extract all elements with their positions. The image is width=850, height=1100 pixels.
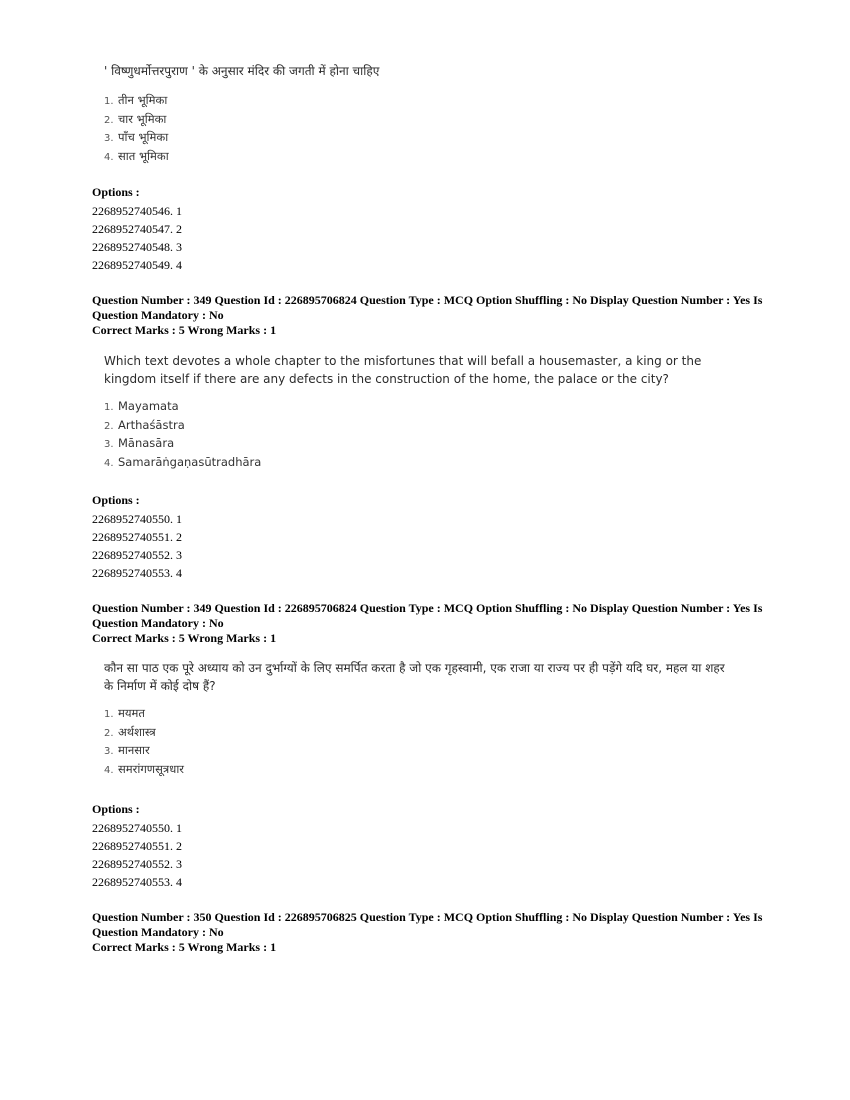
choice-number: 2.: [104, 420, 114, 432]
options-block: [92, 492, 182, 582]
choice-text: अर्थशास्त्र: [118, 724, 156, 739]
question-image-english: [104, 352, 734, 472]
choice-text: Arthaśāstra: [118, 417, 185, 432]
choice-number: 3.: [104, 746, 114, 757]
option-row: 2268952740551. 2: [92, 839, 182, 853]
question-image-hindi-2: [104, 659, 734, 779]
option-row: 2268952740552. 3: [92, 548, 182, 562]
choice-item: [104, 148, 704, 167]
option-row: 2268952740550. 1: [92, 512, 182, 526]
choice-text: Mānasāra: [118, 436, 175, 450]
choice-item: [104, 92, 704, 111]
option-row: 2268952740546. 1: [92, 204, 182, 218]
option-row: 2268952740551. 2: [92, 530, 182, 544]
choice-text: Samarāṅgaṇasūtradhāra: [118, 454, 262, 469]
choice-number: 4.: [104, 764, 114, 776]
question-meta-line: Question Number : 350 Question Id : 226895706825 Question Type : MCQ Option Shuffling : No Display Question Number : Yes Is Question Mandatory : No: [92, 910, 763, 939]
choice-item: [104, 761, 734, 780]
option-row: 2268952740547. 2: [92, 222, 182, 236]
choice-number: 2.: [104, 114, 114, 126]
choice-item: [104, 454, 734, 473]
option-row: 2268952740548. 3: [92, 240, 182, 254]
marks-line: Correct Marks : 5 Wrong Marks : 1: [92, 631, 277, 645]
choice-list: [104, 398, 734, 472]
option-row: 2268952740552. 3: [92, 857, 182, 871]
choice-text: तीन भूमिका: [118, 93, 168, 107]
choice-item: [104, 435, 734, 454]
option-row: 2268952740550. 1: [92, 821, 182, 835]
choice-number: 1.: [104, 402, 114, 413]
options-heading: Options :: [92, 493, 140, 507]
options-block: [92, 184, 182, 274]
choice-text: समरांगणसूत्रधार: [118, 761, 184, 776]
marks-line: Correct Marks : 5 Wrong Marks : 1: [92, 323, 277, 337]
choice-text: मयमत: [118, 706, 145, 720]
question-text: कौन सा पाठ एक पूरे अध्याय को उन दुर्भाग्यों के लिए समर्पित करता है जो एक गृहस्वामी, एक राजा या राज्य पर ही पड़ेंगे यदि घर, महल या शहर के निर्माण में कोई दोष हैं?: [104, 661, 725, 693]
options-block: [92, 801, 182, 891]
question-meta-line: Question Number : 349 Question Id : 226895706824 Question Type : MCQ Option Shuffling : No Display Question Number : Yes Is Question Mandatory : No: [92, 601, 763, 630]
question-meta: [92, 601, 764, 646]
question-meta-line: Question Number : 349 Question Id : 226895706824 Question Type : MCQ Option Shuffling : No Display Question Number : Yes Is Question Mandatory : No: [92, 293, 763, 322]
question-meta: [92, 293, 764, 338]
choice-item: [104, 398, 734, 417]
choice-text: सात भूमिका: [118, 148, 169, 163]
choice-number: 1.: [104, 709, 114, 720]
choice-number: 2.: [104, 727, 114, 739]
choice-text: चार भूमिका: [118, 111, 167, 126]
choice-item: [104, 705, 734, 724]
choice-item: [104, 129, 704, 148]
choice-text: पाँच भूमिका: [118, 130, 169, 144]
options-heading: Options :: [92, 185, 140, 199]
question-image-hindi-1: [104, 62, 704, 166]
choice-item: [104, 724, 734, 743]
question-text: ' विष्णुधर्मोत्तरपुराण ' के अनुसार मंदिर की जगती में होना चाहिए: [104, 64, 380, 78]
choice-text: Mayamata: [118, 399, 179, 413]
choice-list: [104, 92, 704, 166]
choice-number: 4.: [104, 457, 114, 469]
choice-number: 1.: [104, 96, 114, 107]
marks-line: Correct Marks : 5 Wrong Marks : 1: [92, 940, 277, 954]
option-row: 2268952740553. 4: [92, 566, 182, 580]
choice-number: 3.: [104, 133, 114, 144]
question-text: Which text devotes a whole chapter to the misfortunes that will befall a housemaster, a king or the kingdom itself if there are any defects in the construction of the home, the palace or the city?: [104, 354, 702, 386]
choice-number: 3.: [104, 439, 114, 450]
options-heading: Options :: [92, 802, 140, 816]
choice-item: [104, 111, 704, 130]
option-row: 2268952740553. 4: [92, 875, 182, 889]
option-row: 2268952740549. 4: [92, 258, 182, 272]
choice-text: मानसार: [118, 743, 150, 757]
choice-item: [104, 742, 734, 761]
choice-number: 4.: [104, 151, 114, 163]
question-meta: [92, 910, 764, 955]
choice-item: [104, 417, 734, 436]
choice-list: [104, 705, 734, 779]
